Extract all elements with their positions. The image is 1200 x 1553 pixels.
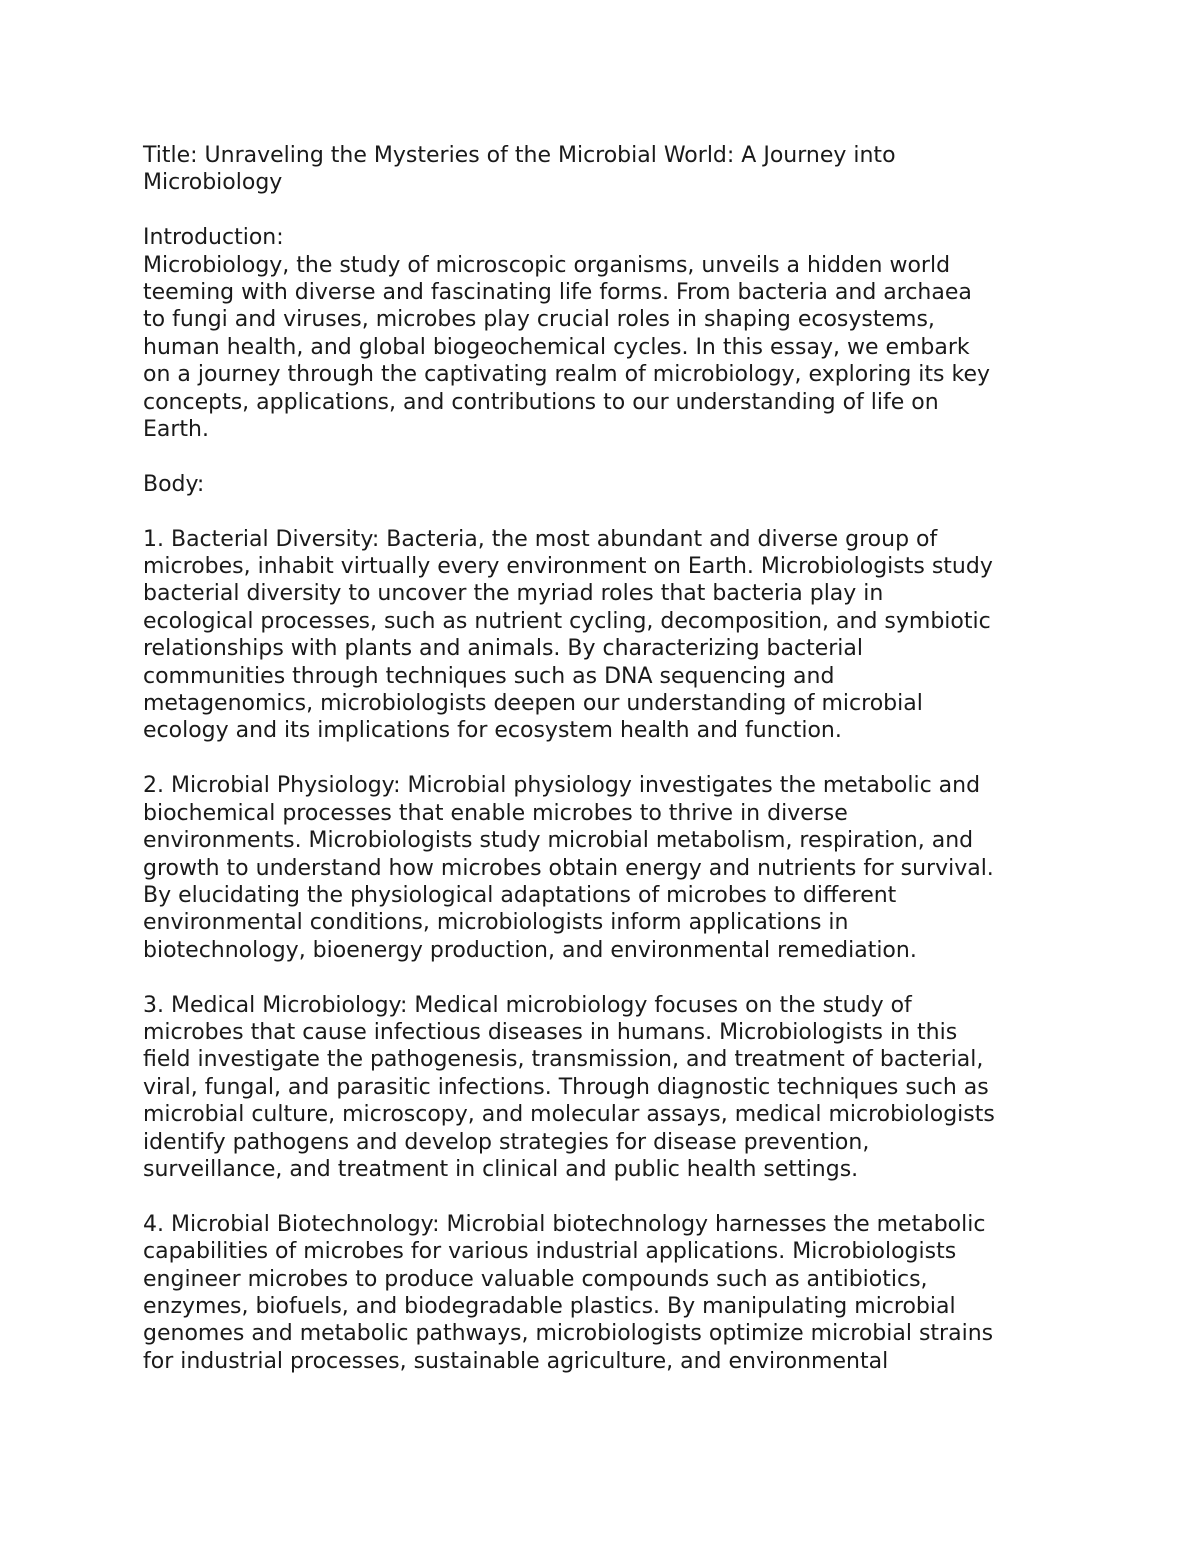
spacer (143, 1183, 1063, 1210)
document-page (143, 142, 1063, 1375)
body-heading: Body: (143, 471, 205, 497)
section-microbial-physiology: 2. Microbial Physiology: Microbial physiology investigates the metabolic and biochemical processes that enable microbes to thrive in diverse environments. Microbiologists study microbial metabolism, respiration, and growth to understand how microbes obtain energy and nutrients for survival. By elucidating the physiological adaptations of microbes to different environmental conditions, microbiologists inform applications in biotechnology, bioenergy production, and environmental remediation. (143, 773, 994, 963)
section-medical-microbiology: 3. Medical Microbiology: Medical microbiology focuses on the study of microbes that cause infectious diseases in humans. Microbiologists in this field investigate the pathogenesis, transmission, and treatment of bacterial, viral, fungal, and parasitic infections. Through diagnostic techniques such as microbial culture, microscopy, and molecular assays, medical microbiologists identify pathogens and develop strategies for disease prevention, surveillance, and treatment in clinical and public health settings. (143, 992, 995, 1182)
spacer (143, 964, 1063, 991)
intro-paragraph: Microbiology, the study of microscopic organisms, unveils a hidden world teeming with diverse and fascinating life forms. From bacteria and archaea to fungi and viruses, microbes play crucial roles in shaping ecosystems, human health, and global biogeochemical cycles. In this essay, we embark on a journey through the captivating realm of microbiology, exploring its key concepts, applications, and contributions to our understanding of life on Earth. (143, 252, 991, 443)
section-microbial-biotechnology: 4. Microbial Biotechnology: Microbial biotechnology harnesses the metabolic capabilities of microbes for various industrial applications. Microbiologists engineer microbes to produce valuable compounds such as antibiotics, enzymes, biofuels, and biodegradable plastics. By manipulating microbial genomes and metabolic pathways, microbiologists optimize microbial strains for industrial processes, sustainable agriculture, and environmental (143, 1211, 994, 1374)
spacer (143, 443, 1063, 470)
spacer (143, 745, 1063, 772)
spacer (143, 498, 1063, 525)
section-bacterial-diversity: 1. Bacterial Diversity: Bacteria, the most abundant and diverse group of microbes, inhabit virtually every environment on Earth. Microbiologists study bacterial diversity to uncover the myriad roles that bacteria play in ecological processes, such as nutrient cycling, decomposition, and symbiotic relationships with plants and animals. By characterizing bacterial communities through techniques such as DNA sequencing and metagenomics, microbiologists deepen our understanding of microbial ecology and its implications for ecosystem health and function. (143, 526, 993, 744)
intro-heading: Introduction: (143, 225, 284, 251)
document-title: Title: Unraveling the Mysteries of the Microbial World: A Journey into Microbiology (143, 143, 896, 196)
spacer (143, 197, 1063, 224)
